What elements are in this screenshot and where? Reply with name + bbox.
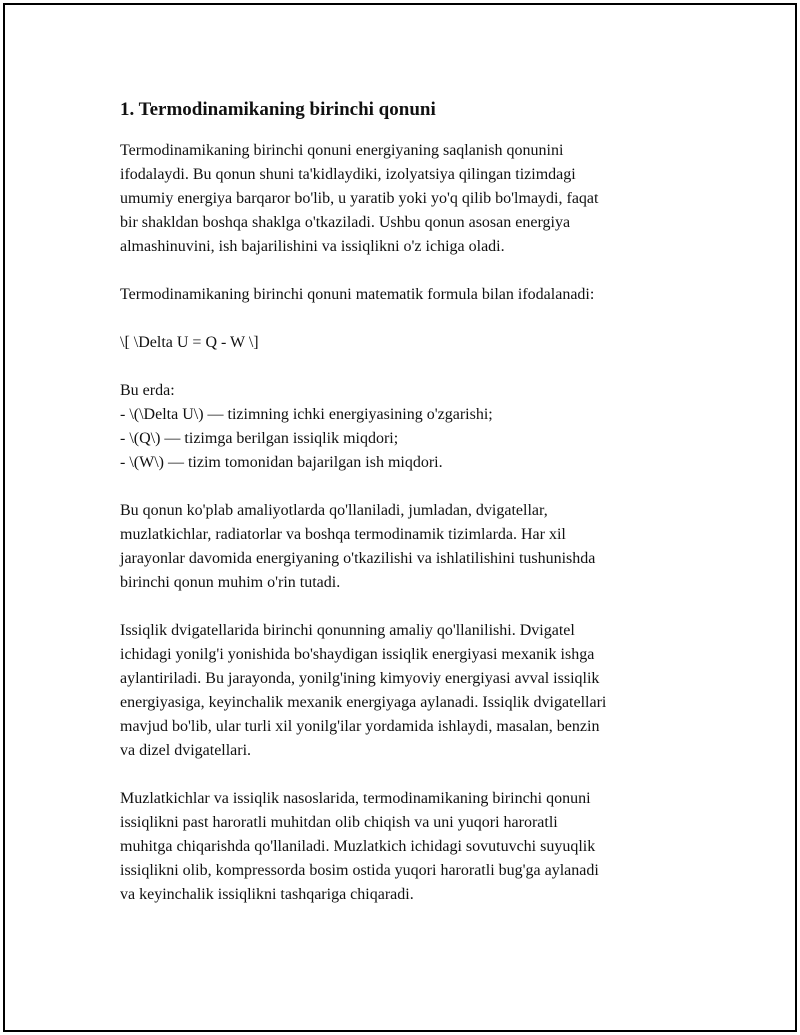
text-line: issiqlikni past haroratli muhitdan olib chiqish va uni yuqori haroratli (120, 814, 558, 831)
section-title: 1. Termodinamikaning birinchi qonuni (120, 99, 436, 120)
text-line: ichidagi yonilg'i yonishida bo'shaydigan issiqlik energiyasi mexanik ishga (120, 646, 595, 663)
text-line: jarayonlar davomida energiyaning o'tkazilishi va ishlatilishini tushunishda (120, 550, 596, 567)
paragraph-heat-engines (120, 619, 695, 763)
text-line: almashinuvini, ish bajarilishini va issiqlikni o'z ichiga oladi. (120, 238, 505, 255)
text-line: Termodinamikaning birinchi qonuni energiyaning saqlanish qonunini (120, 142, 564, 159)
text-line: aylantiriladi. Bu jarayonda, yonilg'ining kimyoviy energiyasi avval issiqlik (120, 670, 600, 687)
text-line: ifodalaydi. Bu qonun shuni ta'kidlaydiki, izolyatsiya qilingan tizimdagi (120, 166, 576, 183)
paragraph-gap (120, 307, 695, 331)
formula-text: \[ \Delta U = Q - W \] (120, 334, 259, 351)
text-line: mavjud bo'lib, ular turli xil yonilg'ilar yordamida ishlaydi, masalan, benzin (120, 718, 600, 735)
text-line: va dizel dvigatellari. (120, 742, 252, 759)
list-intro: Bu erda: (120, 382, 175, 399)
document-body (120, 97, 695, 907)
text-line: bir shakldan boshqa shaklga o'tkaziladi. Ushbu qonun asosan energiya (120, 214, 571, 231)
text-line: va keyinchalik issiqlikni tashqariga chiqaradi. (120, 886, 414, 903)
paragraph-refrigerators (120, 787, 695, 907)
formula (120, 331, 695, 355)
text-line: muzlatkichlar, radiatorlar va boshqa termodinamik tizimlarda. Har xil (120, 526, 566, 543)
paragraph-gap (120, 595, 695, 619)
text-line: muhitga chiqarishda qo'llaniladi. Muzlatkich ichidagi sovutuvchi suyuqlik (120, 838, 596, 855)
paragraph-intro (120, 139, 695, 259)
paragraph-gap (120, 763, 695, 787)
text-line: birinchi qonun muhim o'rin tutadi. (120, 574, 341, 591)
text-line: Issiqlik dvigatellarida birinchi qonunning amaliy qo'llanilishi. Dvigatel (120, 622, 575, 639)
text-line: Muzlatkichlar va issiqlik nasoslarida, termodinamikaning birinchi qonuni (120, 790, 591, 807)
paragraph-applications (120, 499, 695, 595)
text-line: issiqlikni olib, kompressorda bosim ostida yuqori haroratli bug'ga aylanadi (120, 862, 599, 879)
paragraph-gap (120, 259, 695, 283)
page-frame (3, 3, 797, 1032)
text-line: Bu qonun ko'plab amaliyotlarda qo'llaniladi, jumladan, dvigatellar, (120, 502, 548, 519)
definition-list (120, 379, 695, 475)
text-line: energiyasiga, keyinchalik mexanik energiyaga aylanadi. Issiqlik dvigatellari (120, 694, 607, 711)
paragraph-gap (120, 475, 695, 499)
paragraph-gap (120, 355, 695, 379)
paragraph-formula-intro (120, 283, 695, 307)
list-item: - \(W\) — tizim tomonidan bajarilgan ish miqdori. (120, 454, 443, 471)
list-item: - \(\Delta U\) — tizimning ichki energiyasining o'zgarishi; (120, 406, 493, 423)
text-line: umumiy energiya barqaror bo'lib, u yaratib yoki yo'q qilib bo'lmaydi, faqat (120, 190, 599, 207)
text-line: Termodinamikaning birinchi qonuni matematik formula bilan ifodalanadi: (120, 286, 595, 303)
list-item: - \(Q\) — tizimga berilgan issiqlik miqdori; (120, 430, 399, 447)
